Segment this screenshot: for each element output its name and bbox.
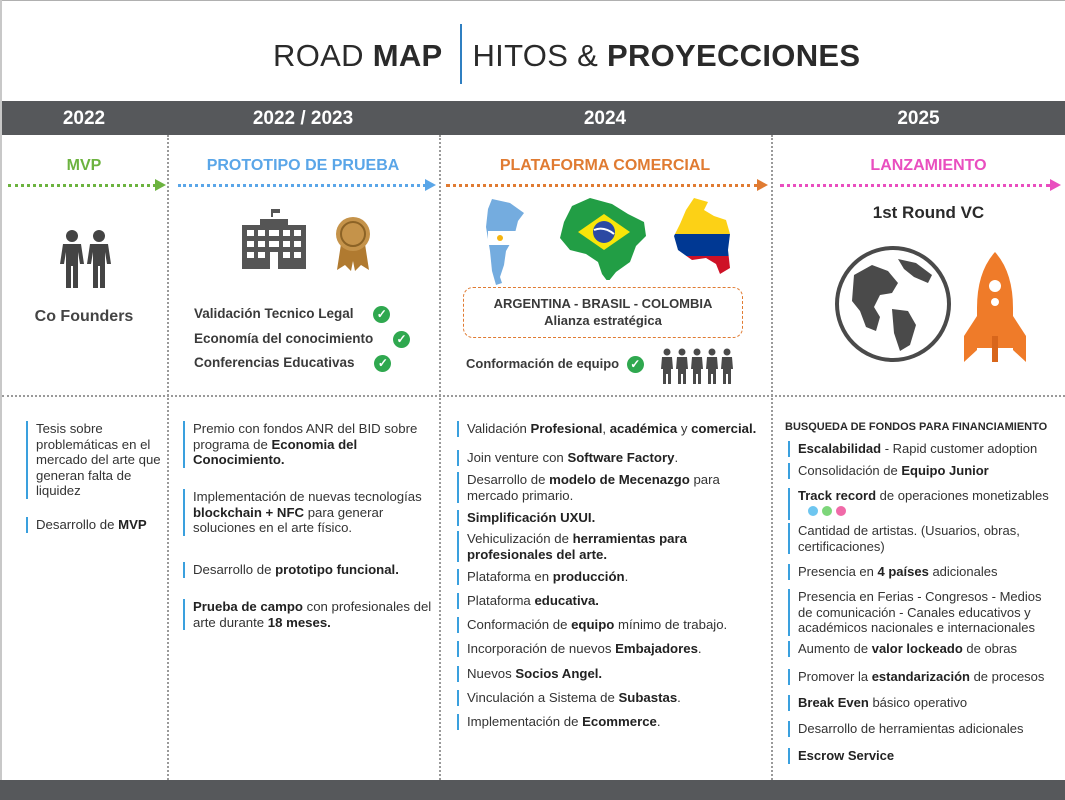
- check-economia-label: Economía del conocimiento: [194, 331, 374, 347]
- list-item: [26, 421, 164, 499]
- list-item-bold: herramientas para profesionales del arte.: [467, 531, 687, 562]
- list-item-bold: Socios Angel.: [515, 666, 603, 681]
- list-item: [457, 617, 727, 633]
- title-road: ROAD: [273, 38, 373, 73]
- list-item-text: - Rapid customer adoption: [881, 441, 1038, 456]
- list-item-text: .: [624, 569, 629, 584]
- year-2022-2023: 2022 / 2023: [252, 108, 354, 129]
- title-divider: [460, 24, 462, 84]
- list-item-text: .: [656, 714, 661, 729]
- list-item-bold: Embajadores: [615, 641, 698, 656]
- list-item-bold: académica: [609, 421, 678, 436]
- year-2022: 2022: [62, 108, 106, 129]
- arrow-head-icon: [757, 179, 768, 191]
- list-item-text: Vehiculización de: [467, 531, 573, 546]
- list-item: [788, 488, 1058, 520]
- list-item-text: ,: [602, 421, 610, 436]
- status-dots: [808, 504, 850, 520]
- list-item-bold: equipo: [571, 617, 615, 632]
- list-item-bold: 18 meses.: [267, 614, 331, 630]
- list-item-text: Presencia en Ferias - Congresos - Medios de comunicación - Canales educativos y académicos nacionales e internacionales: [798, 589, 1042, 635]
- phase-prototipo-arrow: [178, 184, 426, 187]
- list-item-text: .: [677, 690, 681, 705]
- list-item: [457, 450, 678, 466]
- page-title: [0, 38, 1065, 74]
- title-map: MAP: [372, 38, 443, 73]
- list-item: [457, 666, 602, 682]
- team-people-icon: [660, 348, 736, 384]
- funding-heading: BUSQUEDA DE FONDOS PARA FINANCIAMIENTO: [785, 421, 1048, 433]
- list-item-text: Promover la: [798, 669, 872, 684]
- globe-icon: [834, 245, 952, 363]
- list-item-text: básico operativo: [868, 695, 968, 710]
- list-item: [457, 690, 681, 706]
- check-icon: ✓: [393, 331, 410, 348]
- list-item-text: Implementación de nuevas tecnologías: [193, 489, 422, 504]
- list-item-bold: Simplificación UXUI.: [467, 510, 596, 525]
- list-item: [183, 599, 433, 630]
- list-item-text: de operaciones monetizables: [876, 488, 1049, 503]
- list-item-text: Consolidación de: [798, 463, 902, 478]
- list-item: [457, 531, 757, 562]
- list-item-bold: Prueba de campo: [193, 599, 303, 614]
- list-item-bold: valor lockeado: [871, 641, 963, 656]
- list-item: [788, 748, 894, 764]
- list-item-bold: Profesional: [530, 421, 603, 436]
- team-formation: [466, 356, 644, 373]
- check-conferencias-label: Conferencias Educativas: [194, 355, 355, 371]
- list-item: [183, 489, 433, 536]
- list-item-text: Plataforma: [467, 593, 535, 608]
- title-hitos: HITOS &: [472, 38, 607, 73]
- check-economia: [194, 331, 410, 348]
- list-item: [788, 695, 967, 711]
- list-item-bold: 4 países: [877, 564, 929, 579]
- list-item-bold: educativa.: [534, 593, 599, 608]
- list-item-bold: Ecommerce: [582, 714, 657, 729]
- title-proyecciones: PROYECCIONES: [606, 38, 861, 73]
- list-item: [788, 463, 989, 479]
- phase-prototipo-title: PROTOTIPO DE PRUEBA: [206, 157, 400, 174]
- list-item-text: Presencia en: [798, 564, 878, 579]
- list-item-text: para generar soluciones en el arte físico.: [193, 504, 384, 535]
- list-item: [457, 593, 599, 609]
- list-item-bold: Equipo Junior: [901, 463, 989, 478]
- list-item-text: .: [674, 450, 679, 465]
- list-item-bold: MVP: [118, 517, 147, 532]
- building-icon: [240, 209, 308, 271]
- arrow-head-icon: [155, 179, 166, 191]
- list-item: [457, 510, 595, 526]
- colombia-map-icon: [672, 196, 732, 278]
- list-item-text: Vinculación a Sistema de: [467, 690, 619, 705]
- list-item: [457, 569, 628, 585]
- co-founders-label: Co Founders: [34, 308, 134, 325]
- co-founders-icon: [55, 228, 115, 290]
- list-item: [26, 517, 147, 533]
- list-item-text: Desarrollo de herramientas adicionales: [798, 721, 1024, 736]
- brazil-map-icon: [558, 196, 648, 280]
- list-item-bold: Escrow Service: [798, 748, 895, 763]
- arrow-head-icon: [1050, 179, 1061, 191]
- list-item-text: y: [677, 421, 692, 436]
- column-divider: [167, 135, 169, 780]
- list-item-text: Desarrollo de: [467, 472, 550, 487]
- list-item-bold: Subastas: [618, 690, 678, 705]
- list-item: [183, 562, 399, 578]
- list-item-text: Join venture con: [467, 450, 568, 465]
- list-item-bold: prototipo funcional.: [275, 562, 399, 577]
- list-item-text: Validación: [467, 421, 531, 436]
- list-item: [457, 421, 756, 437]
- list-item: [457, 714, 661, 730]
- list-item-bold: modelo de Mecenazgo: [549, 472, 690, 487]
- check-icon: ✓: [627, 356, 644, 373]
- column-divider: [771, 135, 773, 780]
- list-item-text: Tesis sobre problemáticas en el mercado del arte que generan falta de liquidez: [36, 421, 161, 498]
- list-item-text: de procesos: [969, 669, 1045, 684]
- list-item-text: con profesionales del arte durante: [193, 599, 432, 630]
- list-item: [788, 589, 1058, 636]
- phase-plataforma-arrow: [446, 184, 758, 187]
- list-item-text: Plataforma en: [467, 569, 553, 584]
- list-item: [788, 669, 1044, 685]
- list-item: [183, 421, 433, 468]
- alliance-countries: ARGENTINA - BRASIL - COLOMBIA: [493, 296, 713, 311]
- list-item-text: .: [697, 641, 702, 656]
- list-item-text: Incorporación de nuevos: [467, 641, 616, 656]
- list-item: [788, 523, 1058, 554]
- list-item-text: para mercado primario.: [467, 472, 720, 503]
- check-icon: ✓: [373, 306, 390, 323]
- phase-lanzamiento-title: LANZAMIENTO: [870, 157, 987, 174]
- list-item-bold: Economia del Conocimiento.: [193, 436, 358, 467]
- bottom-bar: [0, 780, 1065, 800]
- year-2024: 2024: [583, 108, 627, 129]
- check-icon: ✓: [374, 355, 391, 372]
- list-item-bold: Escalabilidad: [798, 441, 882, 456]
- rocket-icon: [962, 250, 1028, 364]
- list-item-bold: comercial.: [691, 421, 757, 436]
- list-item-bold: producción: [552, 569, 625, 584]
- list-item-text: Implementación de: [467, 714, 583, 729]
- list-item: [457, 472, 757, 503]
- column-divider: [439, 135, 441, 780]
- award-ribbon-icon: [333, 216, 373, 272]
- list-item-bold: blockchain + NFC: [193, 504, 305, 520]
- phase-mvp-arrow: [8, 184, 156, 187]
- list-item: [788, 721, 1023, 737]
- list-item-text: Desarrollo de: [36, 517, 119, 532]
- list-item-text: Nuevos: [467, 666, 516, 681]
- list-item: [788, 564, 997, 580]
- phase-mvp-title: MVP: [66, 157, 102, 174]
- list-item-text: mínimo de trabajo.: [614, 617, 728, 632]
- phase-plataforma-title: PLATAFORMA COMERCIAL: [499, 157, 711, 174]
- frame-top-border: [0, 0, 1065, 1]
- check-validacion-label: Validación Tecnico Legal: [194, 306, 354, 322]
- list-item: [788, 441, 1037, 457]
- check-conferencias: [194, 355, 391, 372]
- list-item-text: de obras: [962, 641, 1017, 656]
- alliance-label: Alianza estratégica: [544, 313, 662, 328]
- list-item-text: Aumento de: [798, 641, 872, 656]
- argentina-map-icon: [480, 197, 526, 285]
- list-item-bold: estandarización: [871, 669, 970, 684]
- round-vc-label: 1st Round VC: [872, 203, 985, 222]
- team-formation-label: Conformación de equipo: [466, 356, 620, 371]
- arrow-head-icon: [425, 179, 436, 191]
- list-item-text: Conformación de: [467, 617, 572, 632]
- phase-lanzamiento-arrow: [780, 184, 1050, 187]
- list-item-text: Cantidad de artistas. (Usuarios, obras, certificaciones): [798, 523, 1020, 554]
- list-item-bold: Track record: [798, 488, 877, 503]
- list-item-bold: Break Even: [798, 695, 869, 710]
- list-item-text: Premio con fondos ANR del BID sobre programa de: [193, 421, 418, 452]
- list-item-bold: Software Factory: [567, 450, 675, 465]
- list-item: [788, 641, 1017, 657]
- row-divider: [2, 395, 1065, 397]
- check-validacion: [194, 306, 390, 323]
- list-item: [457, 641, 702, 657]
- list-item-text: Desarrollo de: [193, 562, 276, 577]
- list-item-text: adicionales: [928, 564, 998, 579]
- year-2025: 2025: [897, 108, 940, 129]
